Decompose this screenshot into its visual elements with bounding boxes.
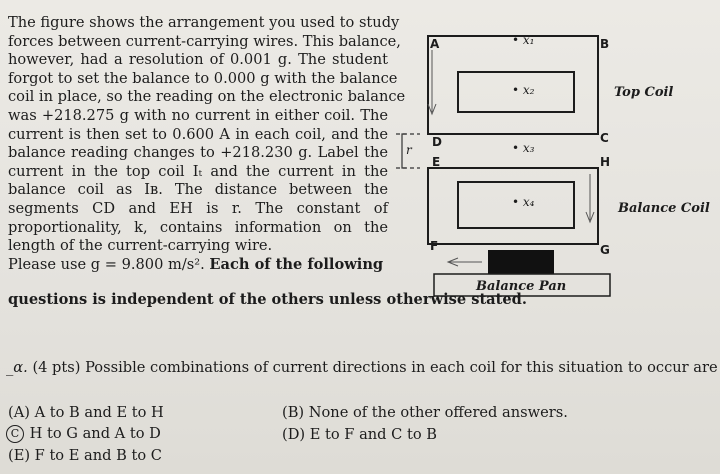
paragraph-line-6: was +218.275 g with no current in either coil. The — [8, 106, 388, 124]
question-number: α. — [13, 359, 28, 376]
problem-paragraph — [8, 14, 406, 274]
point-a-label: A — [430, 37, 440, 51]
balance-pan-label: Balance Pan — [476, 279, 567, 294]
coil-figure — [392, 0, 720, 300]
paragraph-line-2: forces between current-carrying wires. This balance, — [8, 32, 401, 50]
paragraph-line-10: balance coil as Iʙ. The distance between the — [8, 181, 388, 199]
top-coil-label: Top Coil — [614, 85, 674, 100]
answer-e[interactable]: (E) F to E and B to C — [8, 447, 162, 464]
answer-a[interactable]: (A) A to B and E to H — [8, 404, 164, 421]
balance-coil-label: Balance Coil — [618, 201, 710, 216]
x4-label: • x₄ — [512, 195, 535, 209]
question-alpha — [6, 359, 718, 376]
answer-b[interactable]: (B) None of the other offered answers. — [282, 404, 568, 421]
paragraph-line-4: forgot to set the balance to 0.000 g with the balance — [8, 69, 398, 87]
answer-d[interactable]: (D) E to F and C to B — [282, 426, 437, 443]
point-c-label: C — [600, 131, 609, 145]
question-blank: _ — [6, 359, 14, 376]
x2-label: • x₂ — [512, 83, 535, 97]
point-d-label: D — [432, 135, 442, 149]
paragraph-line-12: proportionality, k, contains information on the — [8, 218, 388, 236]
point-f-label: F — [430, 239, 439, 253]
answer-c[interactable] — [6, 425, 161, 443]
paragraph-line-1: The figure shows the arrangement you used to study — [8, 14, 400, 31]
paragraph-line-5: coil in place, so the reading on the electronic balance — [8, 88, 406, 106]
point-e-label: E — [432, 155, 441, 169]
x3-label: • x₃ — [512, 141, 535, 155]
point-g-label: G — [600, 243, 610, 257]
answer-c-circled-mark: C — [6, 425, 24, 443]
point-h-label: H — [600, 155, 611, 169]
paragraph-line-3: however, had a resolution of 0.001 g. The student — [8, 51, 388, 69]
independence-note-line: questions is independent of the others unless otherwise stated. — [8, 291, 527, 308]
answer-c-text: H to G and A to D — [29, 425, 161, 442]
paragraph-line-8: balance reading changes to +218.230 g. Label the — [8, 144, 388, 162]
point-b-label: B — [600, 37, 610, 51]
x1-label: • x₁ — [512, 33, 535, 47]
independence-note-bold: Each of the following — [209, 255, 384, 273]
gravity-note: Please use g = 9.800 m/s². — [8, 255, 205, 273]
question-text: (4 pts) Possible combinations of current directions in each coil for this situation to occur are — [32, 359, 718, 376]
paragraph-line-11: segments CD and EH is r. The constant of — [8, 199, 388, 217]
paragraph-line-14 — [8, 256, 388, 275]
paragraph-line-7: current is then set to 0.600 A in each coil, and the — [8, 125, 388, 143]
paragraph-line-9: current in the top coil Iₜ and the current in the — [8, 162, 388, 180]
pan-block — [488, 250, 554, 274]
paragraph-line-13: length of the current-carrying wire. — [8, 237, 273, 255]
r-label: r — [406, 143, 412, 157]
